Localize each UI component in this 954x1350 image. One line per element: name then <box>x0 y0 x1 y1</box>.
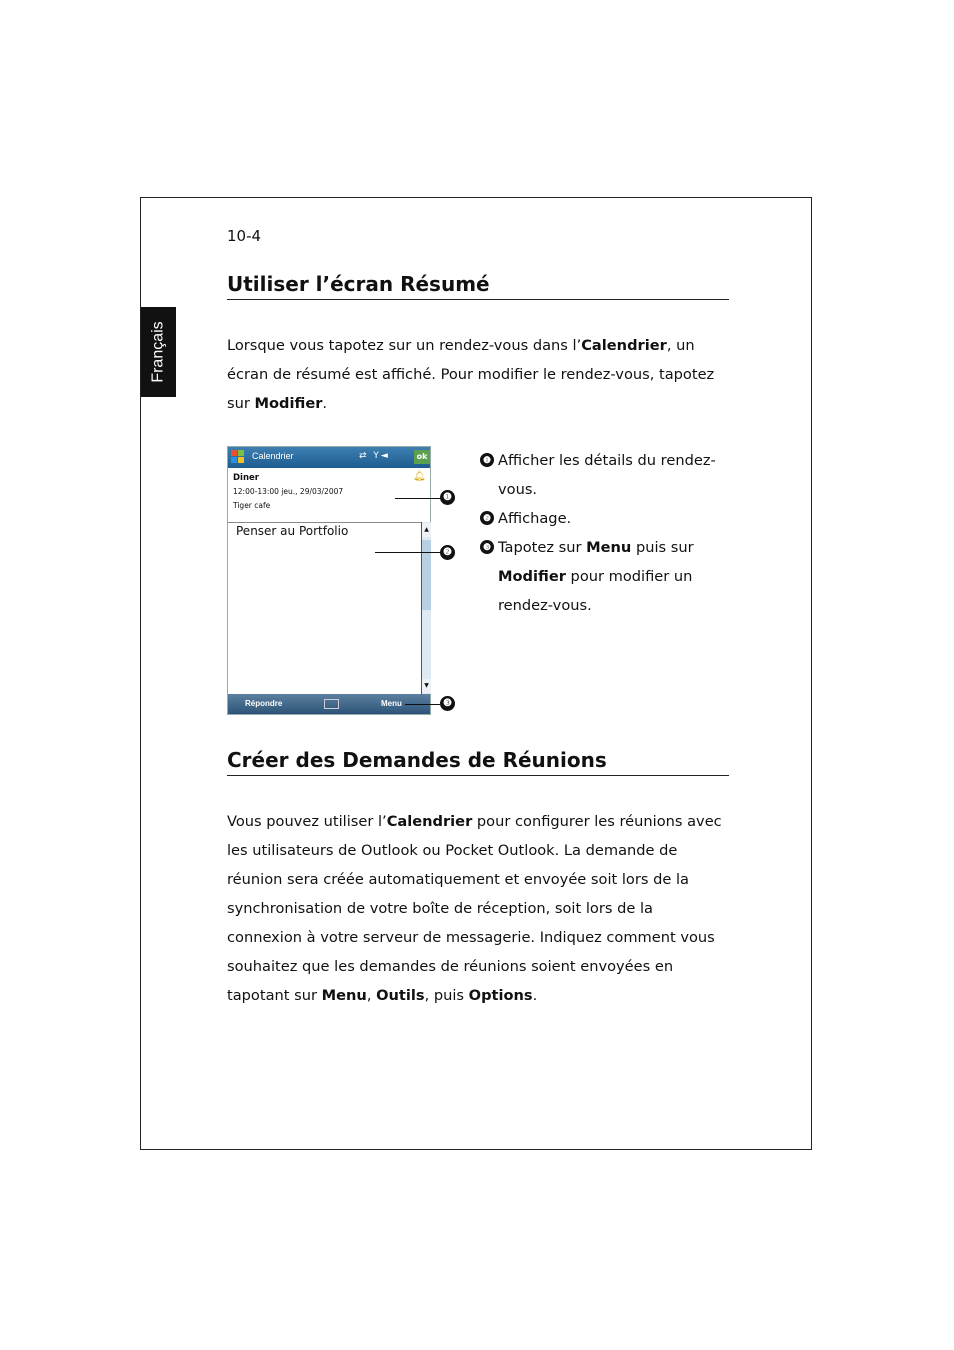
appointment-name: Diner <box>233 473 259 483</box>
legend-number-3: ❸ <box>480 540 494 554</box>
scroll-down-icon[interactable]: ▼ <box>422 679 431 693</box>
section-heading-summary: Utiliser l’écran Résumé <box>227 272 729 300</box>
text-run: Vous pouvez utiliser l’ <box>227 813 387 830</box>
device-app-title: Calendrier <box>252 451 294 461</box>
callout-number-1: ❶ <box>440 490 455 505</box>
bold-term: Modifier <box>498 568 566 585</box>
text-run: , un écran de résumé est affiché. Pour modifier le rendez-vous, tapotez sur <box>227 337 715 412</box>
appointment-location: Tiger cafe <box>233 501 271 510</box>
bold-term: Modifier <box>254 395 323 412</box>
legend-item-2 <box>480 504 740 533</box>
section-heading-meetings: Créer des Demandes de Réunions <box>227 748 729 776</box>
text-run: pour modifier un rendez-vous. <box>498 568 693 614</box>
language-tab-label: Français <box>149 321 167 383</box>
legend-item-1 <box>480 446 740 504</box>
text-run: , <box>366 987 377 1004</box>
bold-term: Outils <box>376 987 425 1004</box>
legend-text-2: Affichage. <box>498 510 572 527</box>
ok-button[interactable]: ok <box>414 450 430 464</box>
keyboard-icon[interactable] <box>324 699 339 709</box>
callout-number-3: ❸ <box>440 696 455 711</box>
text-run: puis sur <box>631 539 694 556</box>
bold-term: Menu <box>586 539 632 556</box>
scroll-thumb[interactable] <box>422 540 431 610</box>
bell-icon: 🔔︎ <box>413 471 426 482</box>
text-run: Tapotez sur <box>498 539 587 556</box>
softkey-bar <box>228 694 430 714</box>
menu-softkey[interactable]: Menu <box>381 699 402 708</box>
device-screenshot <box>227 446 431 715</box>
appointment-time: 12:00-13:00 jeu., 29/03/2007 <box>233 487 344 496</box>
bold-term: Calendrier <box>386 813 473 830</box>
note-area[interactable] <box>228 522 421 695</box>
text-run: Lorsque vous tapotez sur un rendez-vous dans l’ <box>227 337 582 354</box>
callout-number-2: ❷ <box>440 545 455 560</box>
legend-item-3 <box>480 533 740 620</box>
text-run: . <box>322 395 328 412</box>
bold-term: Calendrier <box>581 337 667 354</box>
note-text: Penser au Portfolio <box>236 524 349 538</box>
legend-number-2: ❷ <box>480 511 494 525</box>
callout-line-1 <box>395 498 440 499</box>
text-run: pour configurer les réunions avec les utilisateurs de Outlook ou Pocket Outlook. La demande de réunion sera créée automatiquement et envoyée soit lors de la synchronisation de votre boîte de réception, soit lors de la connexion à votre serveur de messagerie. Indiquez comment vous souhaitez que les demandes de réunions soient envoyées en tapotant sur <box>227 813 722 1004</box>
legend-number-1: ❶ <box>480 453 494 467</box>
meetings-paragraph <box>227 807 732 1010</box>
language-tab <box>141 307 176 397</box>
bold-term: Options <box>468 987 533 1004</box>
reply-softkey[interactable]: Répondre <box>245 699 283 708</box>
callout-line-3 <box>405 704 440 705</box>
legend-text-1: Afficher les détails du rendez-vous. <box>498 452 716 498</box>
bold-term: Menu <box>321 987 367 1004</box>
status-icons[interactable]: ⇄ Y◄ <box>359 451 390 461</box>
text-run: . <box>532 987 538 1004</box>
summary-paragraph <box>227 331 732 418</box>
windows-logo-icon[interactable] <box>231 450 245 464</box>
page-number: 10-4 <box>227 227 262 245</box>
scroll-up-icon[interactable]: ▲ <box>422 523 431 537</box>
callout-line-2 <box>375 552 440 553</box>
scrollbar[interactable] <box>421 522 431 694</box>
callout-legend <box>480 446 740 620</box>
device-title-bar <box>228 447 430 468</box>
text-run: , puis <box>424 987 469 1004</box>
